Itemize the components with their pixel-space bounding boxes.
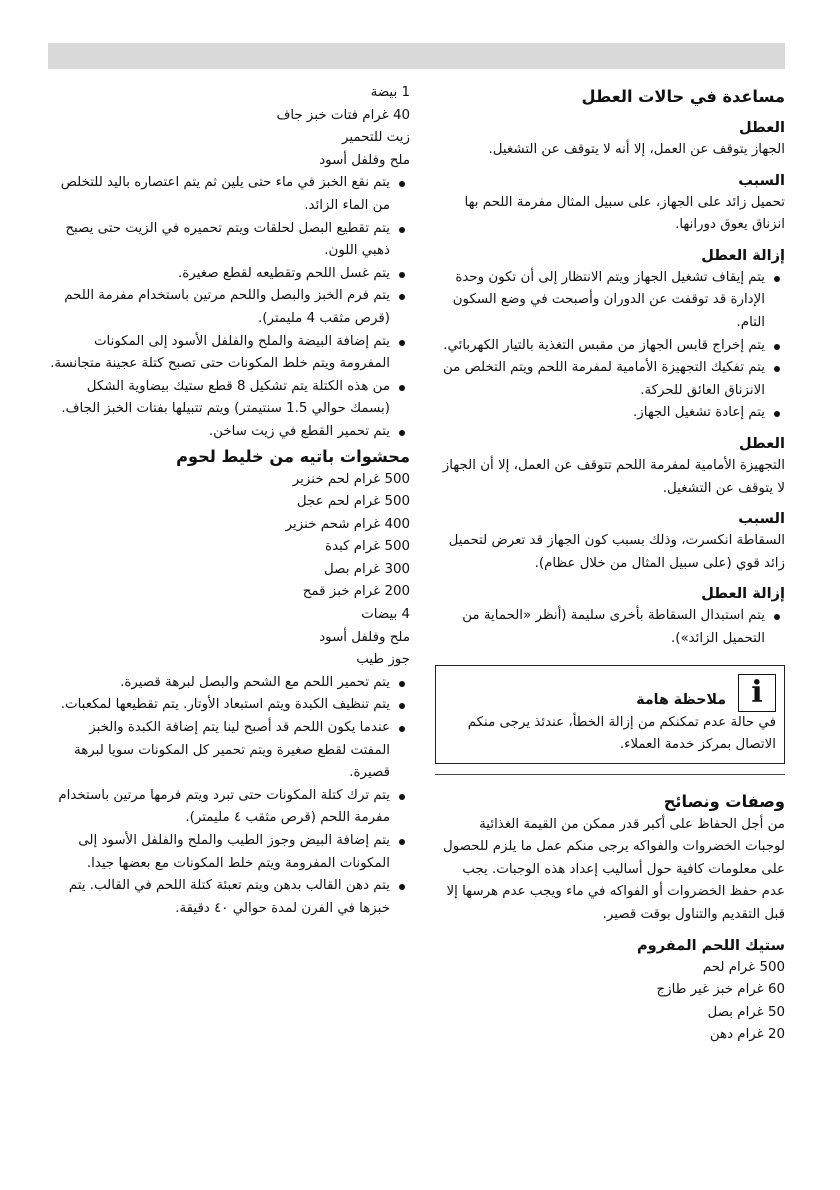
cause1-text: تحميل زائد على الجهاز، على سبيل المثال مفرمة اللحم بها انزناق يعوق دورانها. [464, 194, 785, 233]
ingredient-line: 4 بيضات [361, 607, 410, 623]
steak-steps [48, 172, 410, 443]
pate-title: محشوات باتيه من خليط لحوم [176, 446, 410, 466]
ingredient-line: 500 غرام لحم خنزير [292, 471, 410, 487]
cause2-text: السقاطة انكسرت، وذلك بسبب كون الجهاز قد تعرض لتحميل زائد قوي (على سبيل المثال من خلال عظام). [448, 533, 785, 571]
note-header [444, 674, 776, 712]
fix2-list [435, 605, 785, 650]
cause2-heading: السبب [738, 510, 785, 528]
list-item: من هذه الكتلة يتم تشكيل 8 قطع ستيك بيضاوية الشكل (بسمك حوالي 1.5 سنتيمتر) ويتم تتبيلها بفتات الخبز الجاف. [48, 376, 390, 421]
list-item: يتم استبدال السقاطة بأخرى سليمة (أنظر «الحماية من التحميل الزائد»). [435, 605, 765, 650]
ingredient-line: 20 غرام دهن [709, 1027, 785, 1043]
ingredient-line: ملح وفلفل أسود [319, 629, 410, 645]
ingredient-line: 1 بيضة [370, 85, 410, 100]
list-item: عندما يكون اللحم قد أصبح لينا يتم إضافة الكبدة والخبز المفتت لقطع صغيرة ويتم تحمير كل المكونات سويا لبرهة قصيرة. [48, 717, 390, 785]
fault1-heading: العطل [739, 119, 785, 136]
list-item: يتم ترك كتلة المكونات حتى تبرد ويتم فرمها مرتين باستخدام مفرمة اللحم (قرص مثقب ٤ مليمتر). [48, 785, 390, 830]
important-note-box [435, 665, 785, 764]
steak-title: ستيك اللحم المفروم [636, 936, 785, 954]
note-title: ملاحظة هامة [636, 691, 726, 708]
list-item: يتم تحمير القطع في زيت ساخن. [48, 421, 390, 444]
list-item: يتم تقطيع البصل لحلقات ويتم تحميره في الزيت حتى يصبح ذهبي اللون. [48, 218, 390, 263]
fault1-text: الجهاز يتوقف عن العمل، إلا أنه لا يتوقف عن التشغيل. [488, 142, 785, 157]
ingredient-line: زيت للتحمير [342, 130, 410, 146]
list-item: يتم إضافة البيض وجوز الطيب والملح والفلفل الأسود إلى المكونات المفرومة ويتم خلط المكونات مع بعضها جيدا. [48, 830, 390, 875]
recipes-title: وصفات ونصائح [663, 791, 785, 811]
right-column [435, 82, 785, 1047]
ingredient-line: 500 غرام لحم [702, 959, 785, 975]
list-item: يتم تحمير اللحم مع الشحم والبصل لبرهة قصيرة. [48, 672, 390, 695]
note-text: في حالة عدم تمكنكم من إزالة الخطأ، عندئذ يرجى منكم الاتصال بمركز خدمة العملاء. [467, 714, 776, 753]
list-item: يتم إيقاف تشغيل الجهاز ويتم الانتظار إلى أن تكون وحدة الإدارة قد توقفت عن الدوران وأصبحت في وضع السكون التام. [435, 267, 765, 335]
left-column [48, 82, 410, 920]
ingredient-line: جوز طيب [356, 652, 410, 668]
header-bar [48, 43, 785, 69]
ingredient-line: 500 غرام لحم عجل [296, 494, 410, 510]
list-item: يتم إعادة تشغيل الجهاز. [435, 402, 765, 425]
cause1-heading: السبب [738, 171, 785, 189]
list-item: يتم نقع الخبز في ماء حتى يلين ثم يتم اعتصاره باليد للتخلص من الماء الزائد. [48, 172, 390, 217]
fix2-heading: إزالة العطل [701, 585, 785, 603]
list-item: يتم إخراج قابس الجهاز من مقبس التغذية بالتيار الكهربائي. [435, 335, 765, 358]
fault2-heading: العطل [739, 434, 785, 452]
ingredient-line: 60 غرام خبز غير طازج [656, 982, 785, 998]
ingredient-line: 50 غرام بصل [707, 1004, 785, 1020]
ingredient-line: 200 غرام خبز قمح [302, 584, 410, 600]
list-item: يتم دهن القالب بدهن ويتم تعبئة كتلة اللحم في القالب. يتم خبزها في الفرن لمدة حوالي ٤٠ دقيقة. [48, 875, 390, 920]
recipes-intro: من أجل الحفاظ على أكبر قدر ممكن من القيمة الغذائية لوجبات الخضروات والفواكه يرجى منكم عمل ما يلزم للحصول على معلومات كافية حول أساليب إعداد هذه الوجبات. يجب عدم حفظ الخضروات أو الفواكه في ماء ويجب عدم هرسها إلا قبل التقديم والتناول بوقت قصير. [443, 816, 785, 923]
section-divider [435, 774, 785, 775]
troubleshooting-title: مساعدة في حالات العطل [581, 87, 785, 106]
ingredient-line: ملح وفلفل أسود [319, 152, 410, 168]
ingredient-line: 500 غرام كبدة [325, 539, 410, 555]
list-item: يتم إضافة البيضة والملح والفلفل الأسود إلى المكونات المفرومة ويتم خلط المكونات حتى تصبح كتلة عجينة متجانسة. [48, 331, 390, 376]
pate-steps [48, 672, 410, 921]
info-icon: i [738, 674, 776, 712]
ingredient-line: 400 غرام شحم خنزير [285, 516, 410, 532]
fault2-text: التجهيزة الأمامية لمفرمة اللحم تتوقف عن العمل، إلا أن الجهاز لا يتوقف عن التشغيل. [442, 457, 785, 496]
list-item: يتم تنظيف الكبدة ويتم استبعاد الأوتار. يتم تقطيعها لمكعبات. [48, 694, 390, 717]
fix1-heading: إزالة العطل [701, 246, 785, 264]
ingredient-line: 300 غرام بصل [324, 561, 410, 577]
list-item: يتم تفكيك التجهيزة الأمامية لمفرمة اللحم ويتم التخلص من الانزناق العائق للحركة. [435, 357, 765, 402]
ingredient-line: 40 غرام فتات خبز جاف [276, 107, 410, 123]
list-item: يتم فرم الخبز والبصل واللحم مرتين باستخدام مفرمة اللحم (قرص مثقب 4 مليمتر). [48, 285, 390, 330]
list-item: يتم غسل اللحم وتقطيعه لقطع صغيرة. [48, 263, 390, 286]
fix1-list [435, 267, 785, 425]
